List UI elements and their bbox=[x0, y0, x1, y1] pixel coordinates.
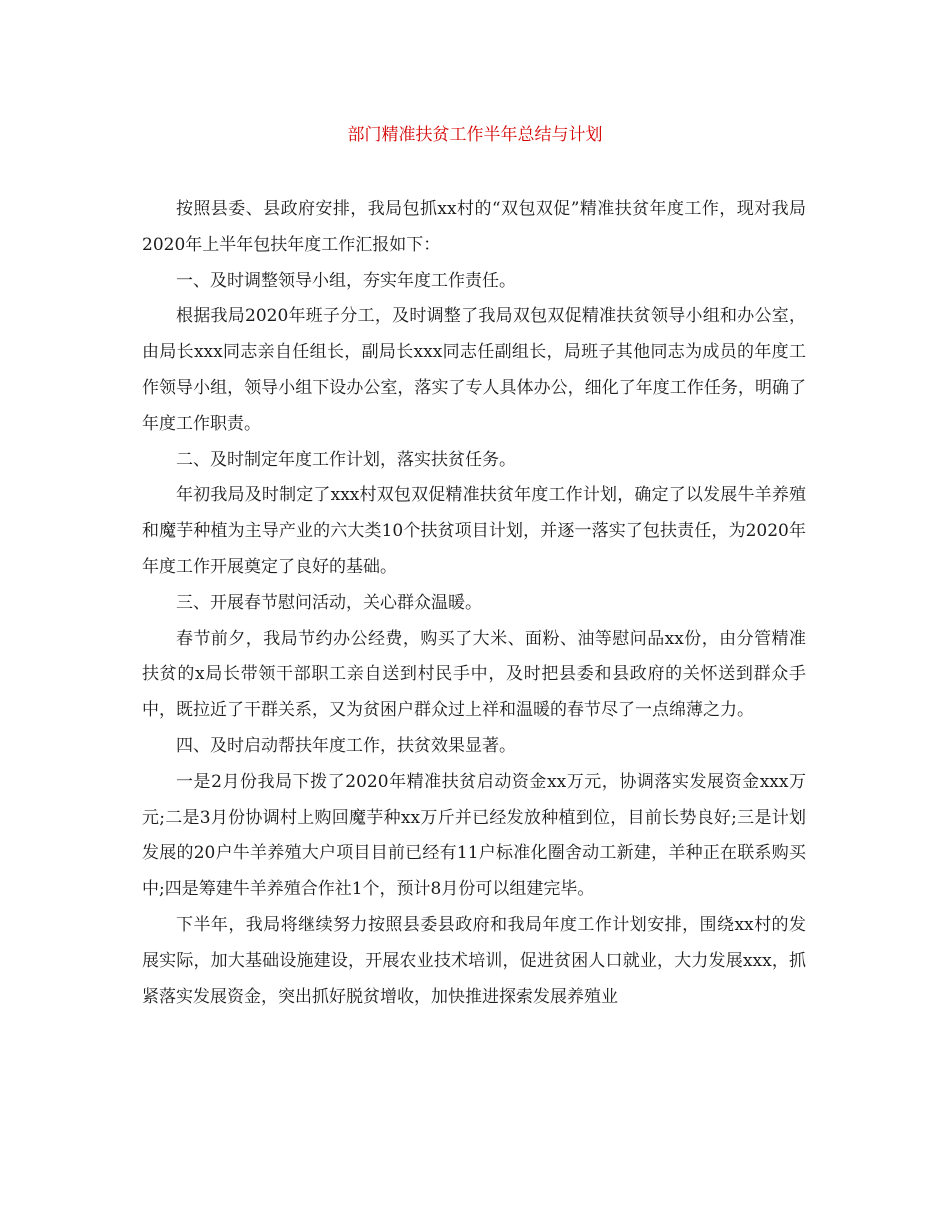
section-heading-3: 三、开展春节慰问活动，关心群众温暖。 bbox=[176, 592, 482, 613]
paragraph-1: 根据我局2020年班子分工，及时调整了我局双包双促精准扶贫领导小组和办公室，由局长xxx同志亲自任组长，副局长xxx同志任副组长，局班子其他同志为成员的年度工作领导小组，领导小组下设办公室，落实了专人具体办公，细化了年度工作任务，明确了年度工作职责。 bbox=[142, 306, 806, 434]
document-body bbox=[142, 192, 806, 1015]
section-heading-2: 二、及时制定年度工作计划，落实扶贫任务。 bbox=[176, 449, 516, 470]
paragraph-plan: 下半年，我局将继续努力按照县委县政府和我局年度工作计划安排，围绕xx村的发展实际，加大基础设施建设，开展农业技术培训，促进贫困人口就业，大力发展xxx，抓紧落实发展资金，突出抓好脱贫增收，加快推进探索发展养殖业 bbox=[142, 914, 806, 1007]
document-title: 部门精准扶贫工作半年总结与计划 bbox=[347, 125, 603, 145]
section-heading-1: 一、及时调整领导小组，夯实年度工作责任。 bbox=[176, 270, 516, 291]
section-heading-4: 四、及时启动帮扶年度工作，扶贫效果显著。 bbox=[176, 735, 516, 756]
paragraph-4: 一是2月份我局下拨了2020年精准扶贫启动资金xx万元，协调落实发展资金xxx万元;二是3月份协调村上购回魔芋种xx万斤并已经发放种植到位，目前长势良好;三是计划发展的20户牛羊养殖大户项目目前已经有11户标准化圈舍动工新建，羊种正在联系购买中;四是筹建牛羊养殖合作社1个，预计8月份可以组建完毕。 bbox=[142, 771, 806, 900]
paragraph-2: 年初我局及时制定了xxx村双包双促精准扶贫年度工作计划，确定了以发展牛羊养殖和魔芋种植为主导产业的六大类10个扶贫项目计划，并逐一落实了包扶责任，为2020年年度工作开展奠定了良好的基础。 bbox=[142, 485, 806, 577]
paragraph-3: 春节前夕，我局节约办公经费，购买了大米、面粉、油等慰问品xx份，由分管精准扶贫的x局长带领干部职工亲自送到村民手中，及时把县委和县政府的关怀送到群众手中，既拉近了干群关系，又为贫困户群众过上祥和温暖的春节尽了一点绵薄之力。 bbox=[142, 628, 806, 721]
paragraph-intro: 按照县委、县政府安排，我局包抓xx村的“双包双促”精准扶贫年度工作，现对我局2020年上半年包扶年度工作汇报如下： bbox=[142, 199, 806, 255]
